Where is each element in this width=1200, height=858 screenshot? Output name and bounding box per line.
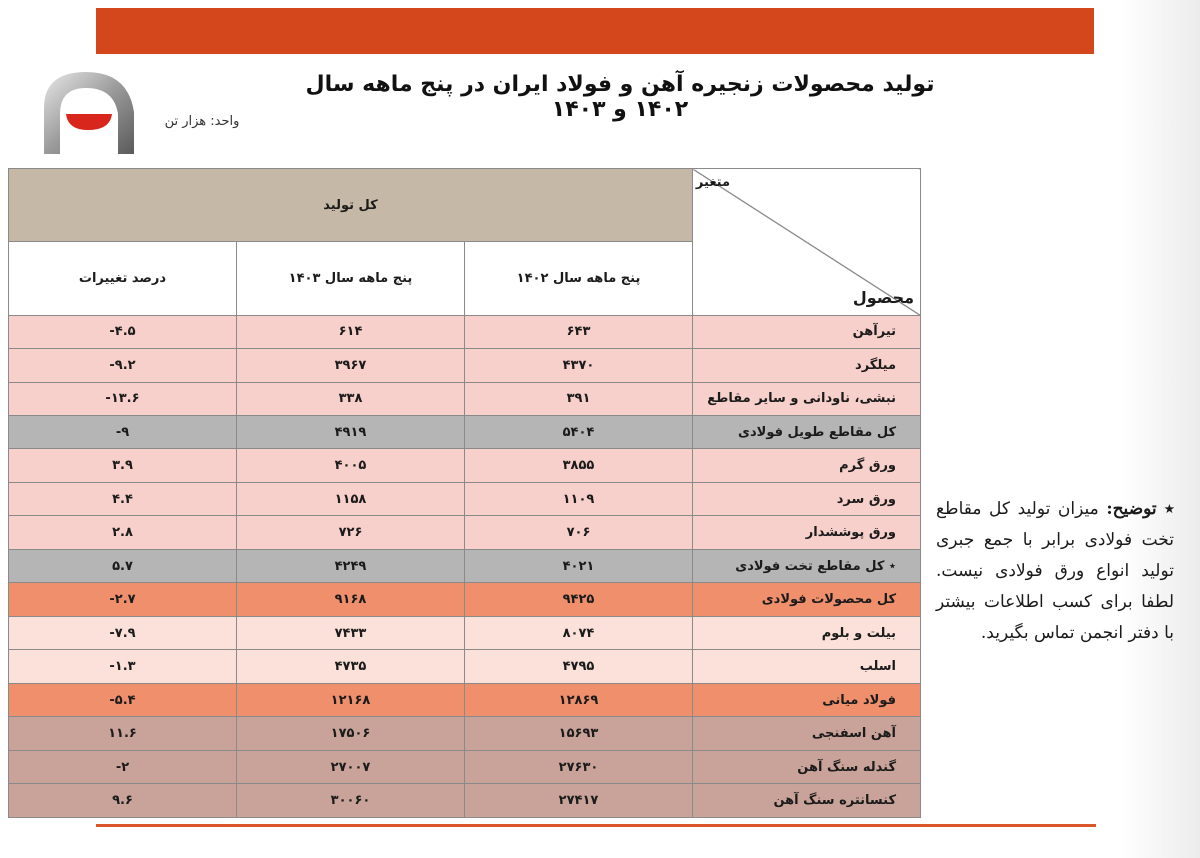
cell-1403: ۲۷۰۰۷ [237,750,465,783]
cell-change: -۲ [9,750,237,783]
cell-product: ورق گرم [693,449,921,482]
cell-product: فولاد میانی [693,683,921,716]
table-row [9,650,921,683]
table-row [9,315,921,348]
cell-change: -۹.۲ [9,349,237,382]
cell-1403: ۶۱۴ [237,315,465,348]
unit-label: واحد: هزار تن [164,114,240,129]
cell-1403: ۴۹۱۹ [237,416,465,449]
association-logo-icon [30,68,142,158]
cell-1403: ۳۰۰۶۰ [237,784,465,818]
table-row [9,583,921,616]
cell-product: ورق پوششدار [693,516,921,549]
cell-1402: ۳۹۱ [465,382,693,415]
cell-change: -۹ [9,416,237,449]
cell-1402: ۴۰۲۱ [465,549,693,582]
cell-1402: ۵۴۰۴ [465,416,693,449]
note-text: میزان تولید کل مقاطع تخت فولادی برابر با جمع جبری تولید انواع ورق فولادی نیست. لطفا برای کسب اطلاعات بیشتر با دفتر انجمن تماس بگیرید. [936,499,1174,643]
cell-1402: ۷۰۶ [465,516,693,549]
cell-1402: ۴۷۹۵ [465,650,693,683]
note-box [936,494,1174,649]
cell-change: ۹.۶ [9,784,237,818]
cell-change: -۷.۹ [9,616,237,649]
page-title: تولید محصولات زنجیره آهن و فولاد ایران در پنج ماهه سال ۱۴۰۲ و ۱۴۰۳ [305,72,935,122]
cell-product: نبشی، ناودانی و سایر مقاطع [693,382,921,415]
cell-1402: ۱۱۰۹ [465,482,693,515]
col-header-1402: پنج ماهه سال ۱۴۰۲ [465,242,693,315]
cell-1402: ۱۲۸۶۹ [465,683,693,716]
cell-product: کنسانتره سنگ آهن [693,784,921,818]
cell-product: گندله سنگ آهن [693,750,921,783]
cell-1403: ۹۱۶۸ [237,583,465,616]
table-row [9,784,921,818]
cell-product: بیلت و بلوم [693,616,921,649]
col-header-1403: پنج ماهه سال ۱۴۰۳ [237,242,465,315]
cell-1402: ۲۷۴۱۷ [465,784,693,818]
table-row [9,616,921,649]
col-header-change: درصد تغییرات [9,242,237,315]
cell-change: ۵.۷ [9,549,237,582]
table-row [9,683,921,716]
cell-product: آهن اسفنجی [693,717,921,750]
background-shade [1120,0,1200,858]
cell-1402: ۹۴۲۵ [465,583,693,616]
cell-1403: ۷۲۶ [237,516,465,549]
cell-product: ٭ کل مقاطع تخت فولادی [693,549,921,582]
cell-1403: ۳۳۸ [237,382,465,415]
cell-product: اسلب [693,650,921,683]
group-header: کل تولید [9,169,693,242]
table-row [9,382,921,415]
cell-1403: ۴۷۳۵ [237,650,465,683]
cell-1402: ۸۰۷۴ [465,616,693,649]
cell-change: ۱۱.۶ [9,717,237,750]
cell-product: میلگرد [693,349,921,382]
cell-1402: ۱۵۶۹۳ [465,717,693,750]
table-row [9,449,921,482]
table-row [9,750,921,783]
table-row [9,549,921,582]
cell-change: -۲.۷ [9,583,237,616]
cell-change: ۴.۴ [9,482,237,515]
cell-1403: ۱۲۱۶۸ [237,683,465,716]
corner-header [693,169,921,316]
cell-change: ۲.۸ [9,516,237,549]
cell-change: -۴.۵ [9,315,237,348]
cell-1403: ۳۹۶۷ [237,349,465,382]
cell-change: ۳.۹ [9,449,237,482]
table-row [9,516,921,549]
variable-label: متغیر [695,175,731,190]
cell-change: -۵.۴ [9,683,237,716]
cell-1403: ۱۷۵۰۶ [237,717,465,750]
cell-1403: ۴۲۴۹ [237,549,465,582]
cell-1403: ۴۰۰۵ [237,449,465,482]
table-row [9,416,921,449]
table-row [9,717,921,750]
product-label: محصول [852,287,915,307]
note-label: ٭ توضیح: [1106,499,1174,519]
cell-1402: ۶۴۳ [465,315,693,348]
cell-change: -۱.۳ [9,650,237,683]
footer-rule [96,824,1096,827]
cell-product: کل محصولات فولادی [693,583,921,616]
table-row [9,482,921,515]
production-table [8,168,921,818]
cell-1402: ۳۸۵۵ [465,449,693,482]
cell-product: ورق سرد [693,482,921,515]
cell-product: کل مقاطع طویل فولادی [693,416,921,449]
cell-change: -۱۳.۶ [9,382,237,415]
cell-1402: ۴۳۷۰ [465,349,693,382]
table-row [9,349,921,382]
top-banner [96,8,1094,54]
cell-product: تیرآهن [693,315,921,348]
cell-1403: ۱۱۵۸ [237,482,465,515]
cell-1402: ۲۷۶۳۰ [465,750,693,783]
cell-1403: ۷۴۳۳ [237,616,465,649]
